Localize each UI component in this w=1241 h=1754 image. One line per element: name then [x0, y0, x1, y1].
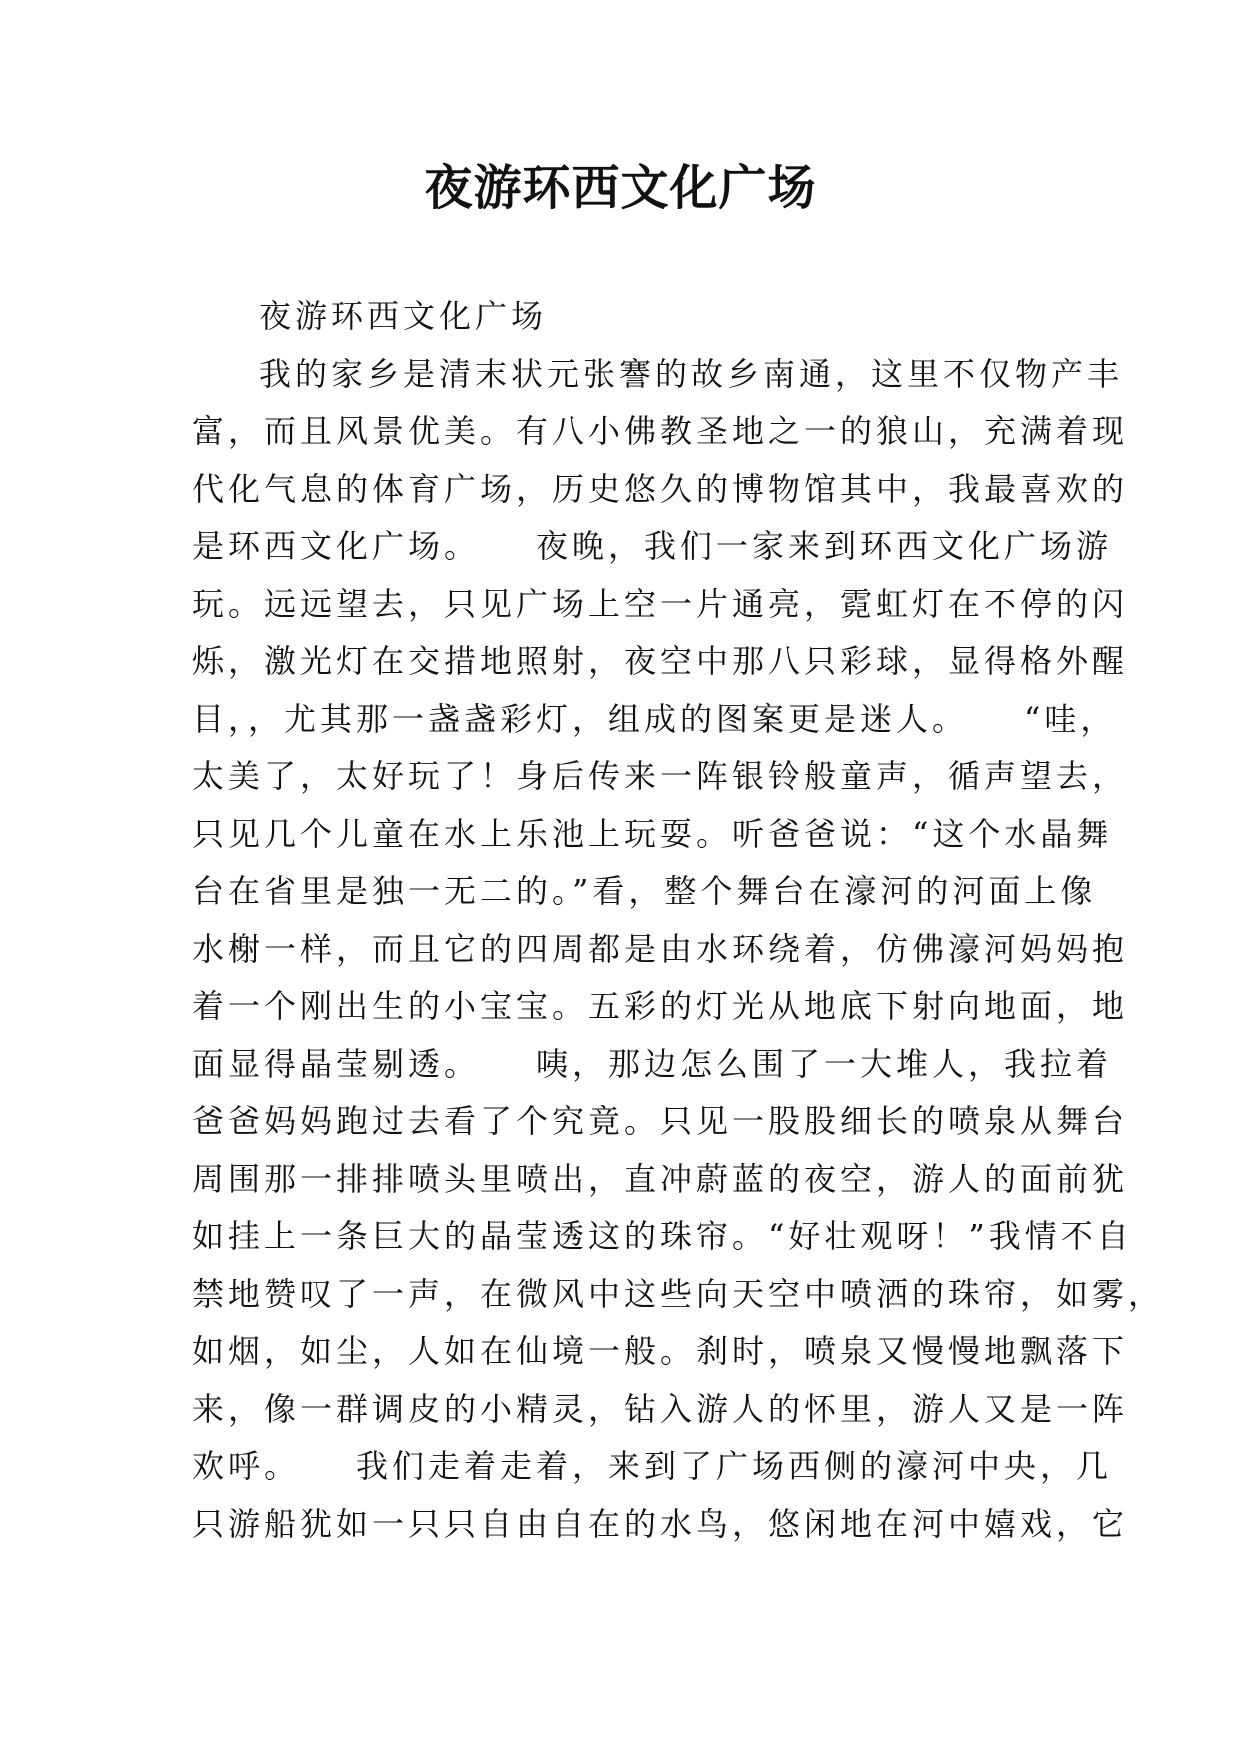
body-line: 烁，激光灯在交措地照射，夜空中那八只彩球，显得格外醒: [192, 642, 1129, 680]
body-line: 如挂上一条巨大的晶莹透这的珠帘。“好壮观呀！”我情不自: [192, 1217, 1133, 1255]
body-line: 水榭一样，而且它的四周都是由水环绕着，仿佛濠河妈妈抱: [192, 929, 1129, 968]
document-title: 夜游环西文化广场: [424, 160, 817, 216]
body-line: 爸爸妈妈跑过去看了个究竟。只见一股股细长的喷泉从舞台: [192, 1102, 1129, 1140]
body-line: 只见几个儿童在水上乐池上玩耍。听爸爸说：“这个水晶舞: [192, 814, 1113, 853]
body-line: 富，而且风景优美。有八小佛教圣地之一的狼山，充满着现: [192, 412, 1129, 450]
body-line: 禁地赞叹了一声，在微风中这些向天空中喷洒的珠帘，如雾，: [192, 1274, 1165, 1313]
body-line: 只游船犹如一只只自由自在的水鸟，悠闲地在河中嬉戏，它: [192, 1504, 1129, 1543]
body-line: 玩。远远望去，只见广场上空一片通亮，霓虹灯在不停的闪: [192, 584, 1129, 623]
body-line: 着一个刚出生的小宝宝。五彩的灯光从地底下射向地面，地: [192, 987, 1129, 1025]
body-line: 目，，尤其那一盏盏彩灯，组成的图案更是迷人。 “哇，: [192, 699, 1117, 738]
body-line: 台在省里是独一无二的。”看，整个舞台在濠河的河面上像: [192, 872, 1097, 910]
body-line: 面显得晶莹剔透。 咦，那边怎么围了一大堆人，我拉着: [192, 1044, 1113, 1083]
body-line: 周围那一排排喷头里喷出，直冲蔚蓝的夜空，游人的面前犹: [192, 1159, 1129, 1198]
body-line: 太美了，太好玩了！身后传来一阵银铃般童声，循声望去，: [192, 757, 1129, 795]
body-line: 来，像一群调皮的小精灵，钻入游人的怀里，游人又是一阵: [192, 1389, 1129, 1428]
body-line: 代化气息的体育广场，历史悠久的博物馆其中，我最喜欢的: [192, 469, 1129, 508]
body-line: 夜游环西文化广场: [259, 297, 548, 335]
document-body: [192, 288, 1165, 1553]
body-line: 是环西文化广场。 夜晚，我们一家来到环西文化广场游: [192, 527, 1113, 565]
body-line: 如烟，如尘，人如在仙境一般。刹时，喷泉又慢慢地飘落下: [192, 1332, 1129, 1370]
body-line: 我的家乡是清末状元张謇的故乡南通，这里不仅物产丰: [259, 354, 1124, 393]
body-line: 欢呼。 我们走着走着，来到了广场西侧的濠河中央，几: [192, 1447, 1113, 1485]
